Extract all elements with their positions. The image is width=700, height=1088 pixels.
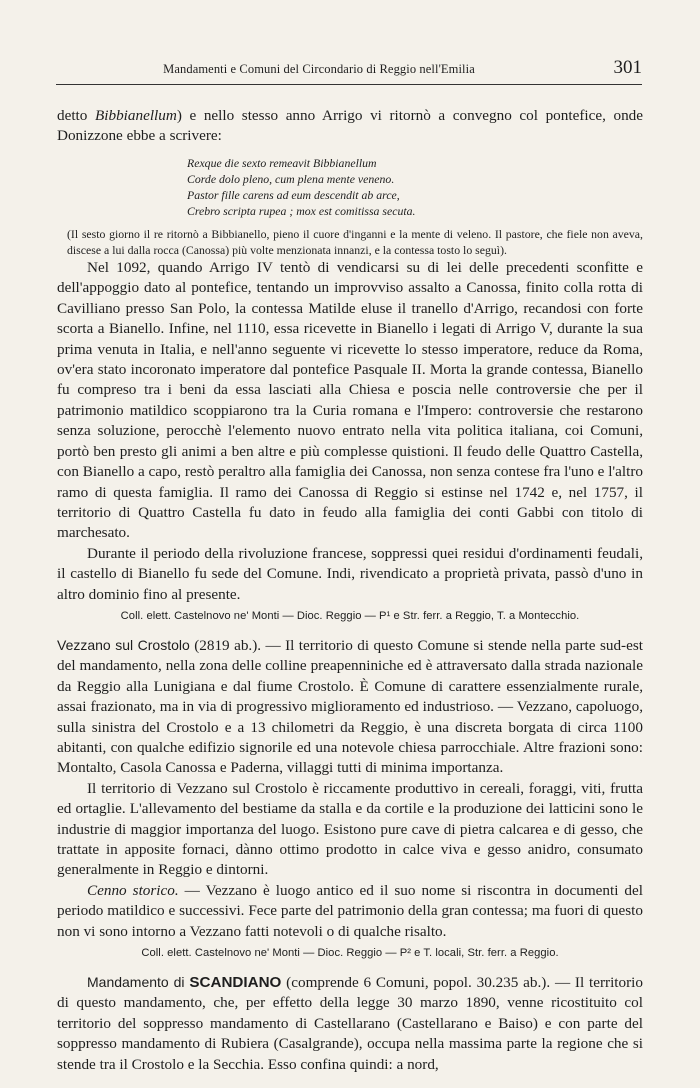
text-run: (2819 ab.). — Il territorio di questo Comune si stende nella parte sud-est del mandamento, nella zona delle colline preapenniniche ed è attraversato dalla strada nazionale da Reggio alla Lunigiana e dal fiume Crostolo. È Comune di carattere essenzialmente rurale, assai frazionato, ma in via di progressivo miglioramento ed industrioso. — Vezzano, capoluogo, sulla sinistra del Crostolo e a 13 chilometri da Reggio, è una discreta borgata di circa 1100 abitanti, con qualche edifizio signorile ed una notevole chiesa parrocchiale. Altre frazioni sono: Montalto, Casola Canossa e Paderna, villaggi tutti di minima importanza. xyxy=(57,636,643,777)
running-title: Mandamenti e Comuni del Circondario di Reggio nell'Emilia xyxy=(163,62,475,76)
section-heading: Mandamento di xyxy=(87,974,190,991)
verse-line: Corde dolo pleno, cum plena mente veneno. xyxy=(187,172,395,187)
verse-translation: (Il sesto giorno il re ritornò a Bibbianello, pieno il cuore d'inganni e la mente di veleno. Il pastore, che fiele non aveva, discese a lui dalla rocca (Canossa) più volte menzionata innanzi, e la contessa tosto lo seguì). xyxy=(67,226,643,257)
section-heading: Vezzano sul Crostolo xyxy=(57,636,190,653)
text-run: (comprende 6 Comuni, popol. 30.235 ab.). — Il territorio di questo mandamento, che, per effetto della legge 30 marzo 1890, venne ricostituito col territorio del soppresso mandamento di Castellarano (Castellarano e Baiso) e con parte del soppresso mandamento di Rubiera (Casalgrande), occupa nella massima parte la regione che si stende tra il Crostolo e la Secchia. Esso confina quindi: a nord, xyxy=(57,974,643,1073)
paragraph: Durante il periodo della rivoluzione francese, soppressi quei residui d'ordinamenti feudali, il castello di Bianello fu sede del Comune. Indi, rivendicato a proprietà privata, passò d'uno in altro dominio fino al presente. xyxy=(57,544,643,603)
electoral-note: Coll. elett. Castelnovo ne' Monti — Dioc. Reggio — P² e T. locali, Str. ferr. a Reggio. xyxy=(141,947,559,960)
verse-line: Pastor fille carens ad eum descendit ab arce, xyxy=(187,188,400,203)
page-body xyxy=(57,106,643,1075)
text-run: detto xyxy=(57,107,95,124)
electoral-note: Coll. elett. Castelnovo ne' Monti — Dioc. Reggio — P¹ e Str. ferr. a Reggio, T. a Montecchio. xyxy=(120,609,580,622)
latin-verse xyxy=(187,155,643,220)
paragraph-history xyxy=(57,881,643,942)
page-number: 301 xyxy=(613,57,642,78)
text-run: ) e nello stesso anno Arrigo vi ritornò a convegno col pontefice, onde Donizzone ebbe a scrivere: xyxy=(57,107,644,145)
section-vezzano xyxy=(57,635,643,779)
section-scandiano xyxy=(57,972,643,1075)
text-run: — Vezzano è luogo antico ed il suo nome si riscontra in documenti del periodo matildico e successivi. Fece parte del patrimonio della gran contessa; ma fuori di questo non vi sono intorno a Vezzano fatti notevoli o di qualche risalto. xyxy=(57,881,643,940)
subheading: Cenno storico. xyxy=(87,881,179,899)
mandamento-name: SCANDIANO xyxy=(189,974,282,992)
italic-term: Bibbianellum xyxy=(94,107,177,124)
verse-line: Crebro scripta rupea ; mox est comitissa secuta. xyxy=(187,204,416,219)
verse-line: Rexque die sexto remeavit Bibbianellum xyxy=(187,155,377,170)
paragraph: Nel 1092, quando Arrigo IV tentò di vendicarsi su di lei delle precedenti sconfitte e dell'appoggio dato al pontefice, tentando un improvviso assalto a Canossa, finito colla rotta di Cavilliano presso San Polo, la contessa Matilde eluse il tranello d'Arrigo, recandosi con forte scorta a Bianello. Infine, nel 1110, essa ricevette in Bianello i legati di Arrigo V, durante la sua prima venuta in Italia, e nell'anno seguente vi ricevette lo stesso imperatore, reduce da Roma, ov'era stato incoronato imperatore dal pontefice Pasquale II. Morta la grande contessa, Bianello fu compreso tra i beni da essa lasciati alla Chiesa e poscia nelle controversie che per il patrimonio matildico scoppiarono tra la Curia romana e l'Impero: controversie che restarono senza soluzione, perocchè l'elemento nuovo entrato nella vita politica italiana, coi Comuni, portò ben presto gli animi a ben altre e più complesse quistioni. Il feudo delle Quattro Castella, con Bianello a capo, restò peraltro alla famiglia dei Canossa, non senza contese fra l'uno e l'altro ramo di questa famiglia. Il ramo dei Canossa di Reggio si estinse nel 1742 e, nel 1757, il territorio di Quattro Castella fu dato in feudo alla famiglia dei conti Gabbi con titolo di marchesato. xyxy=(57,259,643,542)
page-header xyxy=(56,58,642,85)
paragraph-intro xyxy=(57,106,643,147)
paragraph: Il territorio di Vezzano sul Crostolo è riccamente produttivo in cereali, foraggi, viti, frutta ed ortaglie. L'allevamento del bestiame da stalla e da cortile e la produzione dei latticini sono le industrie di maggior importanza del luogo. Esistono pure cave di pietra calcarea e di gesso, che trattate in apposite fornaci, dànno ottimo prodotto in calce viva e gesso anidro, consumato generalmente in Reggio e dintorni. xyxy=(57,779,643,879)
